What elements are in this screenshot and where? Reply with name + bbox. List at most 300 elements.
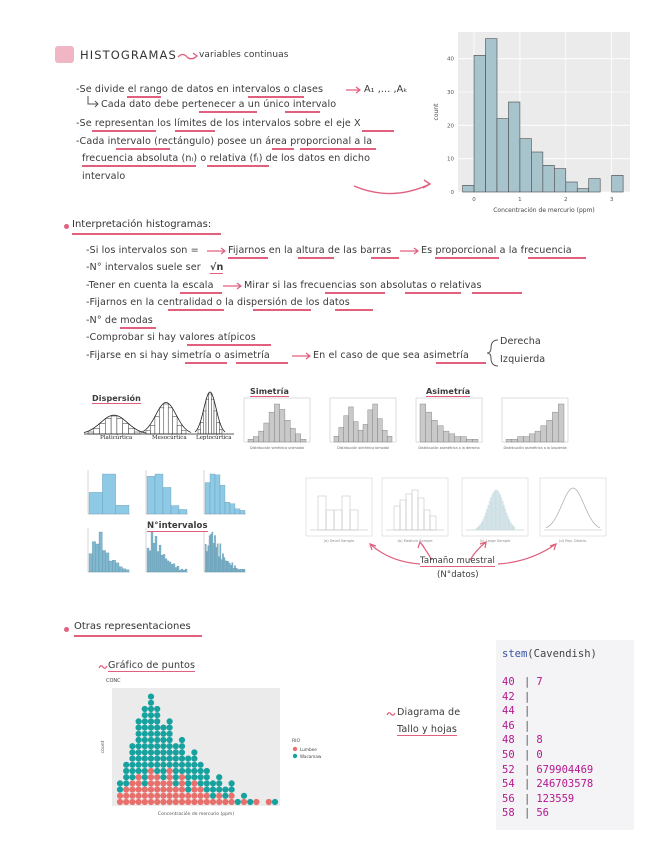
nint-bar xyxy=(241,569,242,572)
nint-bar xyxy=(222,554,223,572)
nint-bar xyxy=(210,534,211,572)
leaf-values: 8 xyxy=(536,734,543,747)
sample-bar xyxy=(498,492,499,530)
underline xyxy=(175,130,215,132)
dot-wacamaw xyxy=(173,780,179,786)
dot-lumbee xyxy=(210,799,216,805)
nint-bar xyxy=(179,509,187,514)
dot-wacamaw xyxy=(142,774,148,780)
dot-lumbee xyxy=(167,780,173,786)
asymmetry-right: Derecha xyxy=(500,336,541,347)
dot-lumbee xyxy=(185,793,191,799)
dot-wacamaw xyxy=(167,737,173,743)
stem-value: 48 xyxy=(502,734,515,747)
dot-wacamaw xyxy=(185,774,191,780)
dot-wacamaw xyxy=(160,768,166,774)
arrow-icon xyxy=(399,246,421,256)
underline xyxy=(272,148,294,150)
dot-wacamaw xyxy=(185,787,191,793)
stem-separator: | xyxy=(524,763,531,776)
dot-lumbee xyxy=(136,799,142,805)
arrow-icon xyxy=(222,281,244,291)
dispersion-label: Dispersión xyxy=(92,394,141,403)
underline xyxy=(371,257,399,259)
dispersion-bar xyxy=(219,430,222,434)
dot-lumbee xyxy=(123,799,129,805)
interp-line-1b: Fijarnos en la altura de las barras xyxy=(228,245,392,256)
dot-wacamaw xyxy=(142,737,148,743)
underline xyxy=(127,96,161,98)
sample-bar xyxy=(477,527,478,530)
sample-bar xyxy=(511,524,512,530)
dot-lumbee xyxy=(229,793,235,799)
dot-lumbee xyxy=(160,793,166,799)
dot-wacamaw xyxy=(160,762,166,768)
nint-bar xyxy=(220,544,221,572)
dot-wacamaw xyxy=(179,749,185,755)
underline xyxy=(472,292,522,294)
nint-bar xyxy=(151,532,153,572)
dot-lumbee xyxy=(253,799,259,805)
y-axis-label: count xyxy=(433,103,440,121)
mini-bar xyxy=(285,420,290,442)
dot-wacamaw xyxy=(229,787,235,793)
interp-line-5: -N° de modas xyxy=(86,315,153,326)
dot-wacamaw xyxy=(167,718,173,724)
dot-wacamaw xyxy=(142,762,148,768)
sample-bar xyxy=(480,524,481,530)
nint-bar xyxy=(116,505,129,514)
dispersion-bar xyxy=(173,417,177,434)
nint-bar xyxy=(161,555,163,572)
dot-wacamaw xyxy=(129,743,135,749)
dispersion-bar xyxy=(168,408,172,434)
tilde-icon xyxy=(386,711,396,717)
bullet xyxy=(64,627,69,632)
legend-label: Wacamaw xyxy=(300,754,322,759)
dot-wacamaw xyxy=(136,725,142,731)
dot-lumbee xyxy=(179,787,185,793)
dot-wacamaw xyxy=(185,756,191,762)
nint-bar xyxy=(212,532,213,572)
mini-bar xyxy=(349,407,354,442)
dispersion-bar xyxy=(209,394,212,434)
dot-wacamaw xyxy=(129,749,135,755)
leaf-values: 56 xyxy=(536,807,549,820)
dot-lumbee xyxy=(148,799,154,805)
y-tick-label: 40 xyxy=(447,56,454,63)
nint-bar xyxy=(205,544,206,572)
leaf-values: 679904469 xyxy=(536,763,594,776)
nint-bar xyxy=(175,568,177,572)
legend-key xyxy=(293,747,297,751)
dispersion-bar xyxy=(150,425,154,434)
dot-lumbee xyxy=(160,787,166,793)
dot-wacamaw xyxy=(160,756,166,762)
histogram-bar xyxy=(577,189,588,192)
intro-line-2: Cada dato debe pertenecer a un único intervalo xyxy=(101,99,337,110)
dot-lumbee xyxy=(142,799,148,805)
interp-line-7a: -Fijarse en si hay simetría o asimetría xyxy=(86,350,270,361)
nint-bar xyxy=(147,548,149,572)
underline xyxy=(82,165,196,167)
dot-wacamaw xyxy=(160,774,166,780)
nint-bar xyxy=(185,569,187,572)
nint-bar xyxy=(102,550,105,572)
dot-lumbee xyxy=(123,793,129,799)
underline xyxy=(405,292,461,294)
dot-wacamaw xyxy=(148,694,154,700)
dot-wacamaw xyxy=(185,780,191,786)
stem-row xyxy=(502,691,536,703)
stem-value: 46 xyxy=(502,719,515,732)
dot-lumbee xyxy=(204,793,210,799)
sample-bar xyxy=(509,519,510,530)
mini-caption: Distribución simétrica unimodal xyxy=(250,446,304,450)
stem-value: 58 xyxy=(502,807,515,820)
dot-wacamaw xyxy=(123,762,129,768)
nint-bar xyxy=(240,569,241,572)
nint-bar xyxy=(169,562,171,572)
dot-lumbee xyxy=(167,799,173,805)
dot-wacamaw xyxy=(272,799,278,805)
nint-bar xyxy=(209,536,210,572)
mini-bar xyxy=(253,437,258,442)
histogram-bar xyxy=(486,39,497,192)
dot-lumbee xyxy=(142,793,148,799)
interp-line-3a: -Tener en cuenta la escala xyxy=(86,280,214,291)
mini-bar xyxy=(461,437,467,442)
interp-line-4: -Fijarnos en la centralidad o la dispersión de los datos xyxy=(86,297,350,308)
dot-wacamaw xyxy=(204,774,210,780)
dot-wacamaw xyxy=(160,737,166,743)
underline xyxy=(236,362,288,364)
dot-wacamaw xyxy=(123,774,129,780)
nint-bar xyxy=(183,570,185,572)
nint-bar xyxy=(218,557,219,572)
dot-lumbee xyxy=(229,799,235,805)
underline xyxy=(207,165,269,167)
underline xyxy=(325,292,385,294)
leaf-values: 246703578 xyxy=(536,778,594,791)
dot-lumbee xyxy=(179,780,185,786)
sample-bar xyxy=(503,505,504,530)
nint-bar xyxy=(224,557,225,572)
mini-bar xyxy=(512,439,518,442)
stem-row xyxy=(502,676,543,688)
nint-bar xyxy=(119,567,122,572)
x-tick-label: 0 xyxy=(472,197,476,203)
mini-bar xyxy=(334,436,339,442)
stem-separator: | xyxy=(524,734,531,747)
dot-wacamaw xyxy=(154,731,160,737)
mini-bar xyxy=(541,426,547,442)
dot-lumbee xyxy=(123,787,129,793)
dot-wacamaw xyxy=(142,731,148,737)
dot-wacamaw xyxy=(129,768,135,774)
nint-bar xyxy=(229,563,230,572)
mini-bar xyxy=(523,437,529,442)
dispersion-bar xyxy=(201,422,204,434)
dot-wacamaw xyxy=(160,725,166,731)
mini-bar xyxy=(387,436,392,442)
x-tick-label: 1 xyxy=(518,197,522,203)
dot-wacamaw xyxy=(148,762,154,768)
dot-lumbee xyxy=(148,787,154,793)
nint-bar xyxy=(225,561,226,572)
sample-bar xyxy=(493,492,494,530)
mini-bar xyxy=(529,434,535,442)
dispersion-bar xyxy=(123,424,129,434)
underline xyxy=(180,292,222,294)
interp-line-2: -N° intervalos suele ser xyxy=(86,262,201,273)
sample-bar xyxy=(484,516,485,530)
dot-wacamaw xyxy=(235,799,241,805)
stem-leaf-box xyxy=(496,640,634,830)
underline xyxy=(72,233,221,235)
histogram-bar xyxy=(589,179,600,192)
sample-caption: (d) Pop. Distrib. xyxy=(559,539,587,543)
mini-bar xyxy=(363,424,368,442)
stem-separator: | xyxy=(524,792,531,805)
mini-bar xyxy=(455,437,461,442)
dot-lumbee xyxy=(179,799,185,805)
stem-row xyxy=(502,807,549,819)
sample-bar xyxy=(481,522,482,530)
stem-row xyxy=(502,720,536,732)
mini-bar xyxy=(264,423,269,442)
dot-wacamaw xyxy=(191,774,197,780)
dot-wacamaw xyxy=(222,793,228,799)
nint-bar xyxy=(96,544,99,572)
stem-value: 42 xyxy=(502,690,515,703)
brace-icon xyxy=(486,338,500,368)
dot-lumbee xyxy=(173,787,179,793)
page-subtitle: variables continuas xyxy=(199,50,289,60)
dot-wacamaw xyxy=(142,749,148,755)
stem-argument: (Cavendish) xyxy=(527,648,597,660)
nint-bar xyxy=(153,543,155,572)
dot-wacamaw xyxy=(160,743,166,749)
sample-bar xyxy=(486,509,487,530)
dot-wacamaw xyxy=(210,780,216,786)
page-title: HISTOGRAMAS xyxy=(80,48,177,62)
nint-bar xyxy=(210,474,215,514)
arrow-icon xyxy=(345,85,363,95)
sample-bar xyxy=(505,509,506,530)
dot-wacamaw xyxy=(148,706,154,712)
y-tick-label: 10 xyxy=(447,156,454,163)
dot-lumbee xyxy=(191,780,197,786)
mini-bar xyxy=(552,412,558,442)
dot-plot-title: CONC xyxy=(106,678,121,684)
sample-bar xyxy=(485,513,486,530)
underline xyxy=(362,130,394,132)
dot-lumbee xyxy=(241,799,247,805)
dot-lumbee xyxy=(148,780,154,786)
mini-bar xyxy=(472,439,478,442)
underline xyxy=(187,344,271,346)
dot-lumbee xyxy=(222,799,228,805)
histogram-bar xyxy=(497,119,508,192)
nint-bar xyxy=(214,536,215,572)
dispersion-bar xyxy=(117,418,123,434)
interp-line-7b: En el caso de que sea asimetría xyxy=(313,350,470,361)
dot-wacamaw xyxy=(216,787,222,793)
nint-bar xyxy=(235,509,240,514)
mini-bar xyxy=(269,412,274,442)
dot-wacamaw xyxy=(117,787,123,793)
dot-plot-label: Gráfico de puntos xyxy=(108,660,196,671)
dot-wacamaw xyxy=(173,762,179,768)
nint-bar xyxy=(205,483,210,514)
dot-wacamaw xyxy=(154,718,160,724)
nint-bar xyxy=(217,544,218,572)
sample-caption: (b) Medium Sample xyxy=(397,539,433,543)
stem-row xyxy=(502,764,593,776)
dot-lumbee xyxy=(204,799,210,805)
nint-bar xyxy=(92,542,95,572)
mini-bar xyxy=(506,439,512,442)
x-tick-label: 2 xyxy=(564,197,568,203)
dot-wacamaw xyxy=(179,762,185,768)
stem-separator: | xyxy=(524,690,531,703)
sample-bar xyxy=(510,522,511,530)
n-intervals-label: N°intervalos xyxy=(147,521,208,531)
mini-bar xyxy=(558,404,564,442)
nint-bar xyxy=(112,560,115,572)
underline xyxy=(92,130,156,132)
dot-wacamaw xyxy=(154,712,160,718)
dot-wacamaw xyxy=(179,756,185,762)
underline xyxy=(253,309,311,311)
stem-separator: | xyxy=(524,807,531,820)
mini-bar xyxy=(426,412,432,442)
mini-caption: Distribución asimétrica a la izquierda xyxy=(503,446,567,450)
symmetry-examples xyxy=(240,396,580,458)
histogram-bar xyxy=(531,152,542,192)
dot-wacamaw xyxy=(142,768,148,774)
stem-value: 56 xyxy=(502,792,515,805)
nint-bar xyxy=(159,545,161,572)
dot-lumbee xyxy=(191,787,197,793)
nint-bar xyxy=(171,506,179,514)
dot-lumbee xyxy=(129,793,135,799)
platicurtica-label: Platicúrtica xyxy=(100,435,133,441)
dispersion-bar xyxy=(217,422,220,434)
mini-bar xyxy=(280,409,285,442)
sample-bar xyxy=(492,495,493,530)
nint-bar xyxy=(149,551,151,572)
title-marker xyxy=(55,46,74,63)
mini-caption: Distribución simétrica bimodal xyxy=(337,446,389,450)
mini-bar xyxy=(547,420,553,442)
dot-wacamaw xyxy=(198,768,204,774)
sample-bar xyxy=(499,495,500,530)
dot-lumbee xyxy=(148,793,154,799)
leptocurtica-label: Leptocúrtica xyxy=(196,435,232,441)
curved-arrow-icon xyxy=(352,170,436,200)
stem-row xyxy=(502,749,543,761)
dot-wacamaw xyxy=(154,768,160,774)
dispersion-bar xyxy=(159,408,163,434)
underline xyxy=(185,362,227,364)
stem-separator: | xyxy=(524,676,531,688)
dispersion-bar xyxy=(198,430,201,434)
nint-bar xyxy=(89,554,92,572)
dispersion-bar xyxy=(214,411,217,434)
dot-wacamaw xyxy=(148,731,154,737)
sample-bar xyxy=(488,505,489,530)
intro-line-4: -Cada intervalo (rectángulo) posee un área proporcional a la xyxy=(76,136,373,147)
mini-bar xyxy=(344,416,349,442)
nint-bar xyxy=(213,543,214,572)
mesocurtica-label: Mesocúrtica xyxy=(152,435,187,441)
stem-separator: | xyxy=(524,749,531,761)
dot-wacamaw xyxy=(136,762,142,768)
dispersion-bar xyxy=(206,399,209,434)
y-tick-label: 30 xyxy=(447,90,454,96)
nint-bar xyxy=(109,561,112,572)
dispersion-bar xyxy=(177,425,181,434)
nint-bar xyxy=(228,562,229,572)
corner-arrow-icon xyxy=(86,96,100,108)
dot-wacamaw xyxy=(191,749,197,755)
nint-bar xyxy=(221,560,222,572)
nint-bar xyxy=(89,492,102,514)
underline xyxy=(168,309,224,311)
nint-bar xyxy=(165,559,167,572)
underline xyxy=(528,257,586,259)
dot-wacamaw xyxy=(154,743,160,749)
dot-lumbee xyxy=(173,799,179,805)
dot-lumbee xyxy=(142,787,148,793)
mini-bar xyxy=(295,434,300,442)
dot-wacamaw xyxy=(222,787,228,793)
mini-bar xyxy=(518,437,524,442)
nint-bar xyxy=(163,554,165,572)
sample-bar xyxy=(494,491,495,530)
underline xyxy=(120,327,156,329)
nint-bar xyxy=(147,476,155,514)
stem-leaf-label-1: Diagrama de xyxy=(397,707,461,718)
underline xyxy=(436,362,486,364)
mini-bar xyxy=(358,430,363,442)
dispersion-bar xyxy=(105,418,111,434)
sample-bar xyxy=(476,528,477,530)
arrow-icon xyxy=(206,246,228,256)
dot-lumbee xyxy=(198,787,204,793)
nint-bar xyxy=(230,565,231,572)
dispersion-bar xyxy=(128,429,134,434)
histogram-bar xyxy=(566,182,577,192)
sample-bar xyxy=(506,513,507,530)
dispersion-bar xyxy=(111,416,117,434)
bullet xyxy=(64,224,69,229)
nint-bar xyxy=(155,474,163,514)
dot-wacamaw xyxy=(148,712,154,718)
nint-bar xyxy=(232,563,233,572)
dot-wacamaw xyxy=(154,749,160,755)
stem-row xyxy=(502,705,536,717)
nint-bar xyxy=(240,510,245,514)
dot-wacamaw xyxy=(154,756,160,762)
nint-bar xyxy=(163,487,171,514)
dot-wacamaw xyxy=(204,780,210,786)
dot-wacamaw xyxy=(247,799,253,805)
mini-bar xyxy=(437,426,443,442)
dot-lumbee xyxy=(173,793,179,799)
